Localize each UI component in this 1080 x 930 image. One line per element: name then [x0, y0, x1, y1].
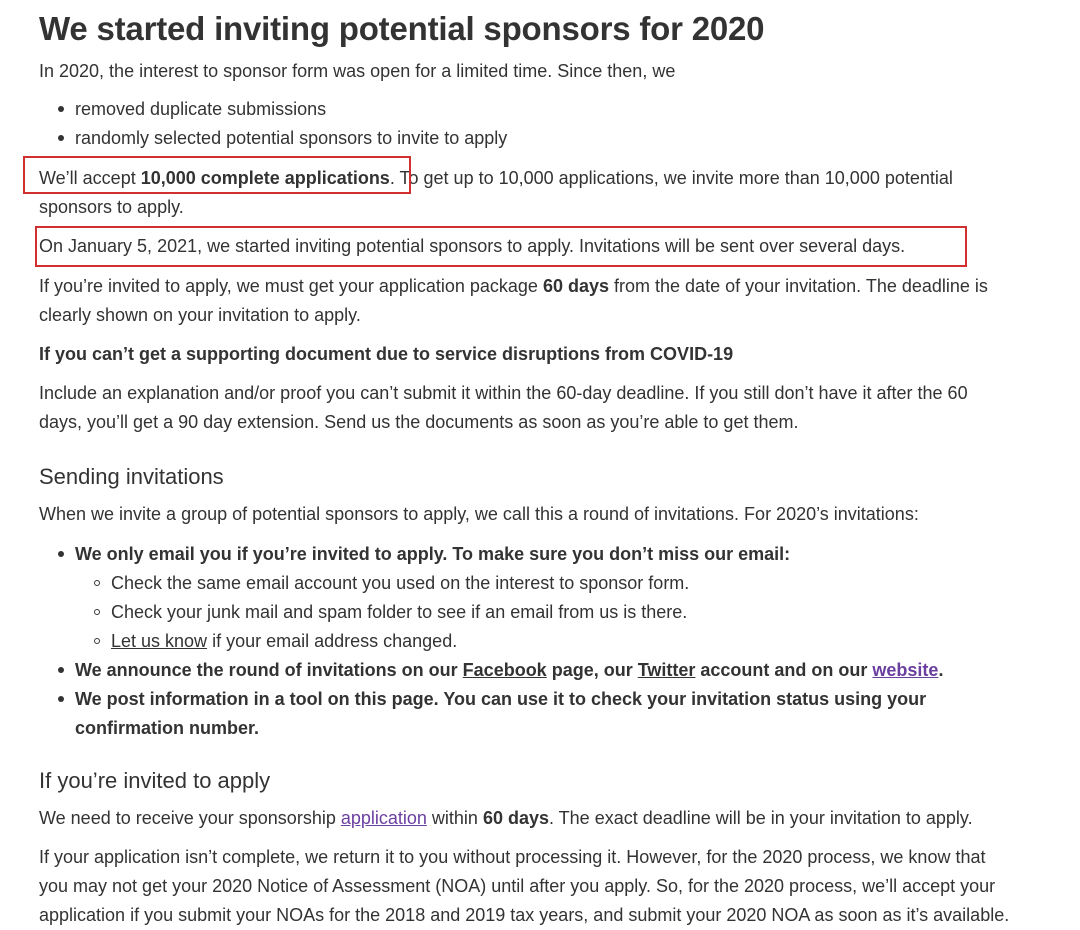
invited-bold: 60 days: [542, 276, 610, 296]
highlight-box: [23, 156, 411, 194]
accept-paragraph-line2: sponsors to apply.: [39, 197, 184, 217]
announce-text: .: [938, 660, 944, 680]
incomplete-line3: application if you submit your NOAs for the 2018 and 2019 tax years, and submit your 2020 NOA as soon as it’s available.: [39, 905, 1010, 925]
accept-pre: We’ll accept: [39, 168, 141, 188]
invited-pre: If you’re invited to apply, we must get your application package: [39, 276, 543, 296]
sending-heading: Sending invitations: [39, 464, 224, 489]
facebook-link[interactable]: Facebook: [462, 660, 547, 680]
covid-text-line1: Include an explanation and/or proof you can’t submit it within the 60-day deadline. If you still don’t have it after the 60: [39, 383, 968, 403]
list-item: [75, 656, 943, 685]
circle-bullet-icon: [94, 638, 100, 644]
application-link[interactable]: application: [340, 808, 427, 828]
bullet-icon: [58, 667, 64, 673]
covid-heading: If you can’t get a supporting document due to service disruptions from COVID-19: [39, 344, 734, 364]
list-item: randomly selected potential sponsors to invite to apply: [75, 128, 508, 148]
let-us-know-link[interactable]: Let us know: [111, 631, 208, 651]
apply-heading: If you’re invited to apply: [39, 768, 271, 793]
announce-text: We announce the round of invitations on our: [75, 660, 463, 680]
sub-list-item: Check your junk mail and spam folder to see if an email from us is there.: [111, 602, 688, 622]
apply-need-paragraph: [39, 804, 1064, 833]
invited-paragraph-line1: [39, 272, 1064, 301]
sending-intro: When we invite a group of potential sponsors to apply, we call this a round of invitations. For 2020’s invitations:: [39, 504, 919, 524]
bullet-icon: [58, 106, 64, 112]
accept-bold: 10,000 complete applications: [140, 168, 390, 188]
list-item: removed duplicate submissions: [75, 99, 327, 119]
incomplete-line2: you may not get your 2020 Notice of Assessment (NOA) until after you apply. So, for the 2020 process, we’ll accept your: [39, 876, 996, 896]
accept-dot: .: [389, 168, 395, 188]
bullet-icon: [58, 696, 64, 702]
bullet-icon: [58, 135, 64, 141]
january-paragraph: On January 5, 2021, we started inviting potential sponsors to apply. Invitations will be sent over several days.: [39, 236, 906, 256]
circle-bullet-icon: [94, 609, 100, 615]
announce-text: account and on our: [695, 660, 873, 680]
invited-rest: from the date of your invitation. The deadline is: [609, 276, 988, 296]
list-item: We post information in a tool on this page. You can use it to check your invitation status using your: [75, 689, 927, 709]
invited-paragraph-line2: clearly shown on your invitation to apply.: [39, 305, 361, 325]
need-text: . The exact deadline will be in your invitation to apply.: [549, 808, 973, 828]
announce-text: page, our: [546, 660, 638, 680]
incomplete-line1: If your application isn’t complete, we return it to you without processing it. However, for the 2020 process, we know that: [39, 847, 986, 867]
page-title: We started inviting potential sponsors for 2020: [39, 10, 765, 47]
covid-text-line2: days, you’ll get a 90 day extension. Send us the documents as soon as you’re able to get them.: [39, 412, 799, 432]
bullet-icon: [58, 551, 64, 557]
need-text: We need to receive your sponsorship: [39, 808, 341, 828]
list-item: We only email you if you’re invited to apply. To make sure you don’t miss our email:: [75, 544, 791, 564]
need-text: within: [426, 808, 483, 828]
sub-list-item: Check the same email account you used on the interest to sponsor form.: [111, 573, 690, 593]
circle-bullet-icon: [94, 580, 100, 586]
need-bold: 60 days: [482, 808, 549, 828]
highlight-box: [35, 226, 967, 267]
list-item-continuation: confirmation number.: [75, 718, 260, 738]
twitter-link[interactable]: Twitter: [637, 660, 696, 680]
sub-list-text: if your email address changed.: [207, 631, 458, 651]
intro-paragraph: In 2020, the interest to sponsor form was open for a limited time. Since then, we: [39, 61, 676, 81]
sub-list-item: [111, 627, 457, 656]
accept-rest: To get up to 10,000 applications, we invite more than 10,000 potential: [394, 168, 953, 188]
website-link[interactable]: website: [872, 660, 939, 680]
